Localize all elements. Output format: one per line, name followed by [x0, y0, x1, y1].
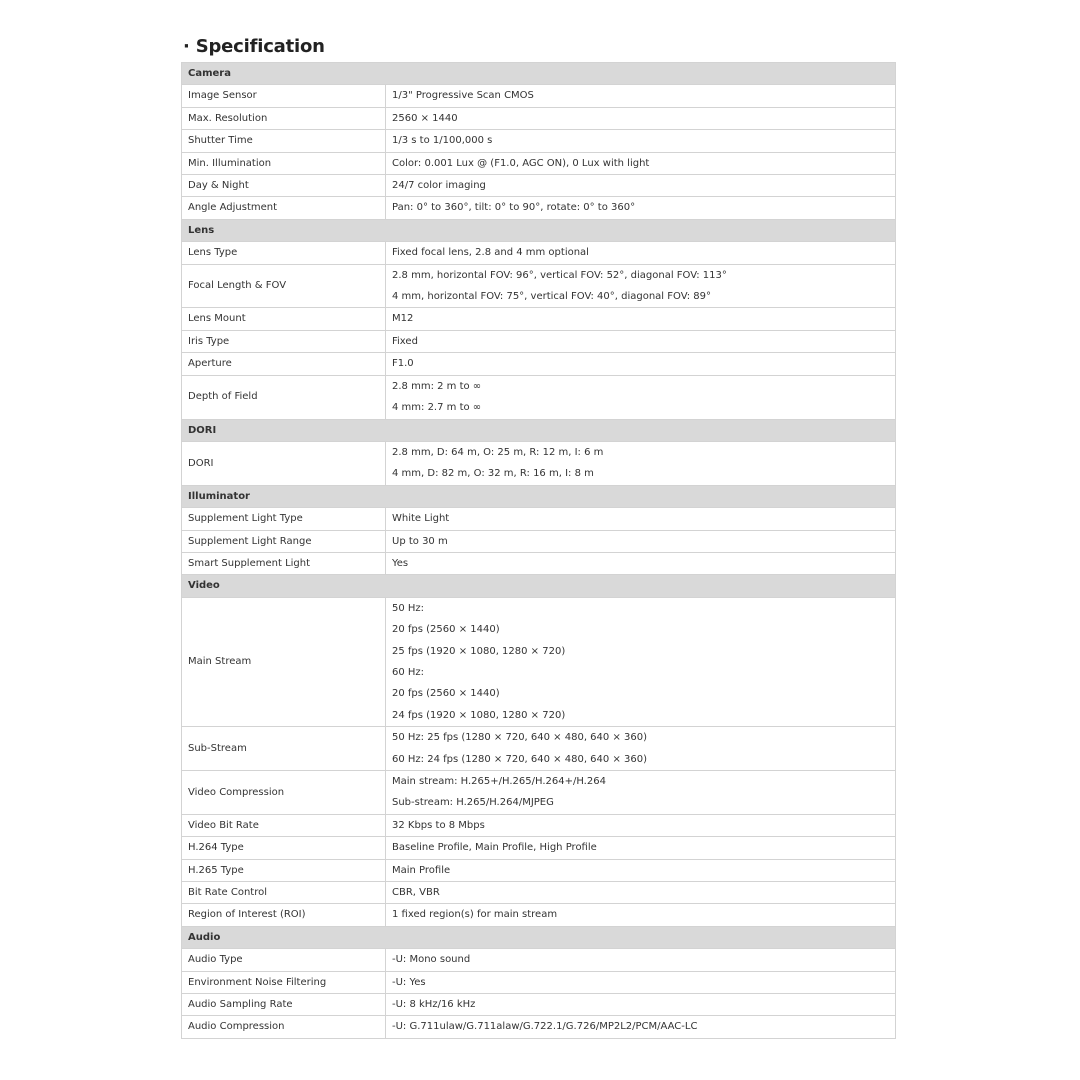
spec-value-line: Pan: 0° to 360°, tilt: 0° to 90°, rotate: 0° to 360°: [392, 202, 636, 214]
spec-value: [386, 175, 896, 197]
spec-value-line: -U: 8 kHz/16 kHz: [392, 999, 476, 1011]
spec-label: Angle Adjustment: [182, 197, 386, 219]
table-row: [182, 375, 896, 419]
spec-value: [386, 530, 896, 552]
table-row: [182, 882, 896, 904]
spec-value: [386, 727, 896, 771]
spec-value-line: Fixed: [392, 335, 418, 347]
spec-label: Lens Mount: [182, 308, 386, 330]
spec-value-line: 1/3" Progressive Scan CMOS: [392, 90, 534, 102]
spec-value-line: White Light: [392, 513, 450, 525]
spec-label: Environment Noise Filtering: [182, 971, 386, 993]
spec-value-line: Yes: [392, 557, 409, 569]
spec-label: Max. Resolution: [182, 107, 386, 129]
spec-label: Supplement Light Range: [182, 530, 386, 552]
spec-label: Min. Illumination: [182, 152, 386, 174]
section-title: Audio: [182, 926, 896, 948]
table-row: [182, 175, 896, 197]
spec-value-line: 25 fps (1920 × 1080, 1280 × 720): [392, 645, 566, 657]
spec-value-line: 60 Hz:: [392, 666, 425, 678]
spec-value-line: -U: Yes: [392, 976, 426, 988]
table-row: [182, 597, 896, 726]
section-header-lens: [182, 219, 896, 241]
spec-value: [386, 152, 896, 174]
spec-value-line: Up to 30 m: [392, 535, 448, 547]
title-bullet: ·: [183, 36, 196, 57]
spec-value-line: 24 fps (1920 × 1080, 1280 × 720): [392, 709, 566, 721]
table-row: [182, 859, 896, 881]
spec-value-line: 2.8 mm: 2 m to ∞: [392, 380, 482, 392]
section-title: Video: [182, 575, 896, 597]
spec-label: Shutter Time: [182, 130, 386, 152]
spec-label: Supplement Light Type: [182, 508, 386, 530]
spec-value: [386, 353, 896, 375]
spec-value-line: 2.8 mm, horizontal FOV: 96°, vertical FOV: 52°, diagonal FOV: 113°: [392, 269, 727, 281]
spec-value-line: 2560 × 1440: [392, 112, 458, 124]
spec-label: DORI: [182, 441, 386, 485]
table-row: [182, 949, 896, 971]
spec-value-line: F1.0: [392, 358, 414, 370]
spec-label: H.265 Type: [182, 859, 386, 881]
spec-value-line: 2.8 mm, D: 64 m, O: 25 m, R: 12 m, I: 6 m: [392, 446, 604, 458]
table-row: [182, 971, 896, 993]
spec-label: Smart Supplement Light: [182, 552, 386, 574]
table-row: [182, 130, 896, 152]
spec-value-line: 50 Hz: 25 fps (1280 × 720, 640 × 480, 640 × 360): [392, 732, 647, 744]
spec-value-line: 50 Hz:: [392, 602, 425, 614]
spec-label: Day & Night: [182, 175, 386, 197]
spec-value: [386, 197, 896, 219]
spec-value-line: Sub-stream: H.265/H.264/MJPEG: [392, 797, 554, 809]
spec-value: [386, 837, 896, 859]
table-row: [182, 308, 896, 330]
spec-value: [386, 597, 896, 726]
spec-label: Region of Interest (ROI): [182, 904, 386, 926]
page-title: · Specification: [183, 36, 325, 57]
table-row: [182, 508, 896, 530]
spec-value-line: 24/7 color imaging: [392, 180, 486, 192]
spec-value: [386, 330, 896, 352]
spec-value: [386, 882, 896, 904]
spec-value: [386, 85, 896, 107]
spec-value-line: -U: G.711ulaw/G.711alaw/G.722.1/G.726/MP2L2/PCM/AAC-LC: [392, 1021, 698, 1033]
spec-label: Video Bit Rate: [182, 814, 386, 836]
spec-value-line: 1 fixed region(s) for main stream: [392, 909, 558, 921]
spec-label: Audio Sampling Rate: [182, 994, 386, 1016]
spec-value-line: -U: Mono sound: [392, 954, 471, 966]
spec-label: Focal Length & FOV: [182, 264, 386, 308]
specification-table: [181, 62, 896, 1039]
spec-value-line: 4 mm, D: 82 m, O: 32 m, R: 16 m, I: 8 m: [392, 468, 594, 480]
spec-label: Iris Type: [182, 330, 386, 352]
spec-label: H.264 Type: [182, 837, 386, 859]
spec-value-line: 60 Hz: 24 fps (1280 × 720, 640 × 480, 640 × 360): [392, 753, 647, 765]
table-row: [182, 814, 896, 836]
spec-value: [386, 441, 896, 485]
spec-value-line: Baseline Profile, Main Profile, High Profile: [392, 842, 597, 854]
spec-label: Sub-Stream: [182, 727, 386, 771]
spec-value-line: CBR, VBR: [392, 887, 440, 899]
table-row: [182, 242, 896, 264]
table-row: [182, 904, 896, 926]
spec-value: [386, 107, 896, 129]
spec-value: [386, 508, 896, 530]
table-row: [182, 107, 896, 129]
spec-value: [386, 771, 896, 815]
table-row: [182, 771, 896, 815]
spec-value-line: Main stream: H.265+/H.265/H.264+/H.264: [392, 776, 606, 787]
spec-label: Video Compression: [182, 771, 386, 815]
spec-value-line: Color: 0.001 Lux @ (F1.0, AGC ON), 0 Lux with light: [392, 157, 650, 169]
spec-value: [386, 375, 896, 419]
spec-label: Main Stream: [182, 597, 386, 726]
section-header-video: [182, 575, 896, 597]
section-header-camera: [182, 63, 896, 85]
spec-value-line: 20 fps (2560 × 1440): [392, 688, 500, 700]
section-header-dori: [182, 419, 896, 441]
spec-label: Aperture: [182, 353, 386, 375]
section-header-audio: [182, 926, 896, 948]
spec-value-line: 4 mm, horizontal FOV: 75°, vertical FOV: 40°, diagonal FOV: 89°: [392, 291, 711, 303]
spec-value: [386, 814, 896, 836]
table-row: [182, 330, 896, 352]
table-row: [182, 552, 896, 574]
spec-value-line: Fixed focal lens, 2.8 and 4 mm optional: [392, 247, 589, 259]
spec-value: [386, 994, 896, 1016]
spec-value: [386, 308, 896, 330]
section-title: Camera: [182, 63, 896, 85]
spec-value-line: M12: [392, 313, 414, 325]
spec-label: Audio Compression: [182, 1016, 386, 1038]
spec-value-line: 1/3 s to 1/100,000 s: [392, 135, 493, 147]
table-row: [182, 994, 896, 1016]
section-title: Lens: [182, 219, 896, 241]
spec-label: Image Sensor: [182, 85, 386, 107]
spec-value-line: 20 fps (2560 × 1440): [392, 624, 500, 636]
table-row: [182, 837, 896, 859]
spec-value-line: Main Profile: [392, 864, 451, 876]
spec-value: [386, 904, 896, 926]
section-header-illuminator: [182, 485, 896, 507]
spec-value: [386, 949, 896, 971]
spec-value-line: 32 Kbps to 8 Mbps: [392, 819, 485, 831]
spec-value: [386, 264, 896, 308]
table-row: [182, 197, 896, 219]
spec-value: [386, 130, 896, 152]
spec-label: Lens Type: [182, 242, 386, 264]
spec-label: Audio Type: [182, 949, 386, 971]
spec-value: [386, 859, 896, 881]
spec-label: Bit Rate Control: [182, 882, 386, 904]
spec-value: [386, 552, 896, 574]
spec-value: [386, 971, 896, 993]
table-row: [182, 152, 896, 174]
table-row: [182, 727, 896, 771]
table-row: [182, 1016, 896, 1038]
spec-label: Depth of Field: [182, 375, 386, 419]
section-title: DORI: [182, 419, 896, 441]
table-row: [182, 530, 896, 552]
table-row: [182, 353, 896, 375]
section-title: Illuminator: [182, 485, 896, 507]
spec-value: [386, 1016, 896, 1038]
spec-value-line: 4 mm: 2.7 m to ∞: [392, 402, 482, 414]
specification-table-body: [182, 63, 896, 1039]
table-row: [182, 264, 896, 308]
spec-value: [386, 242, 896, 264]
table-row: [182, 85, 896, 107]
table-row: [182, 441, 896, 485]
